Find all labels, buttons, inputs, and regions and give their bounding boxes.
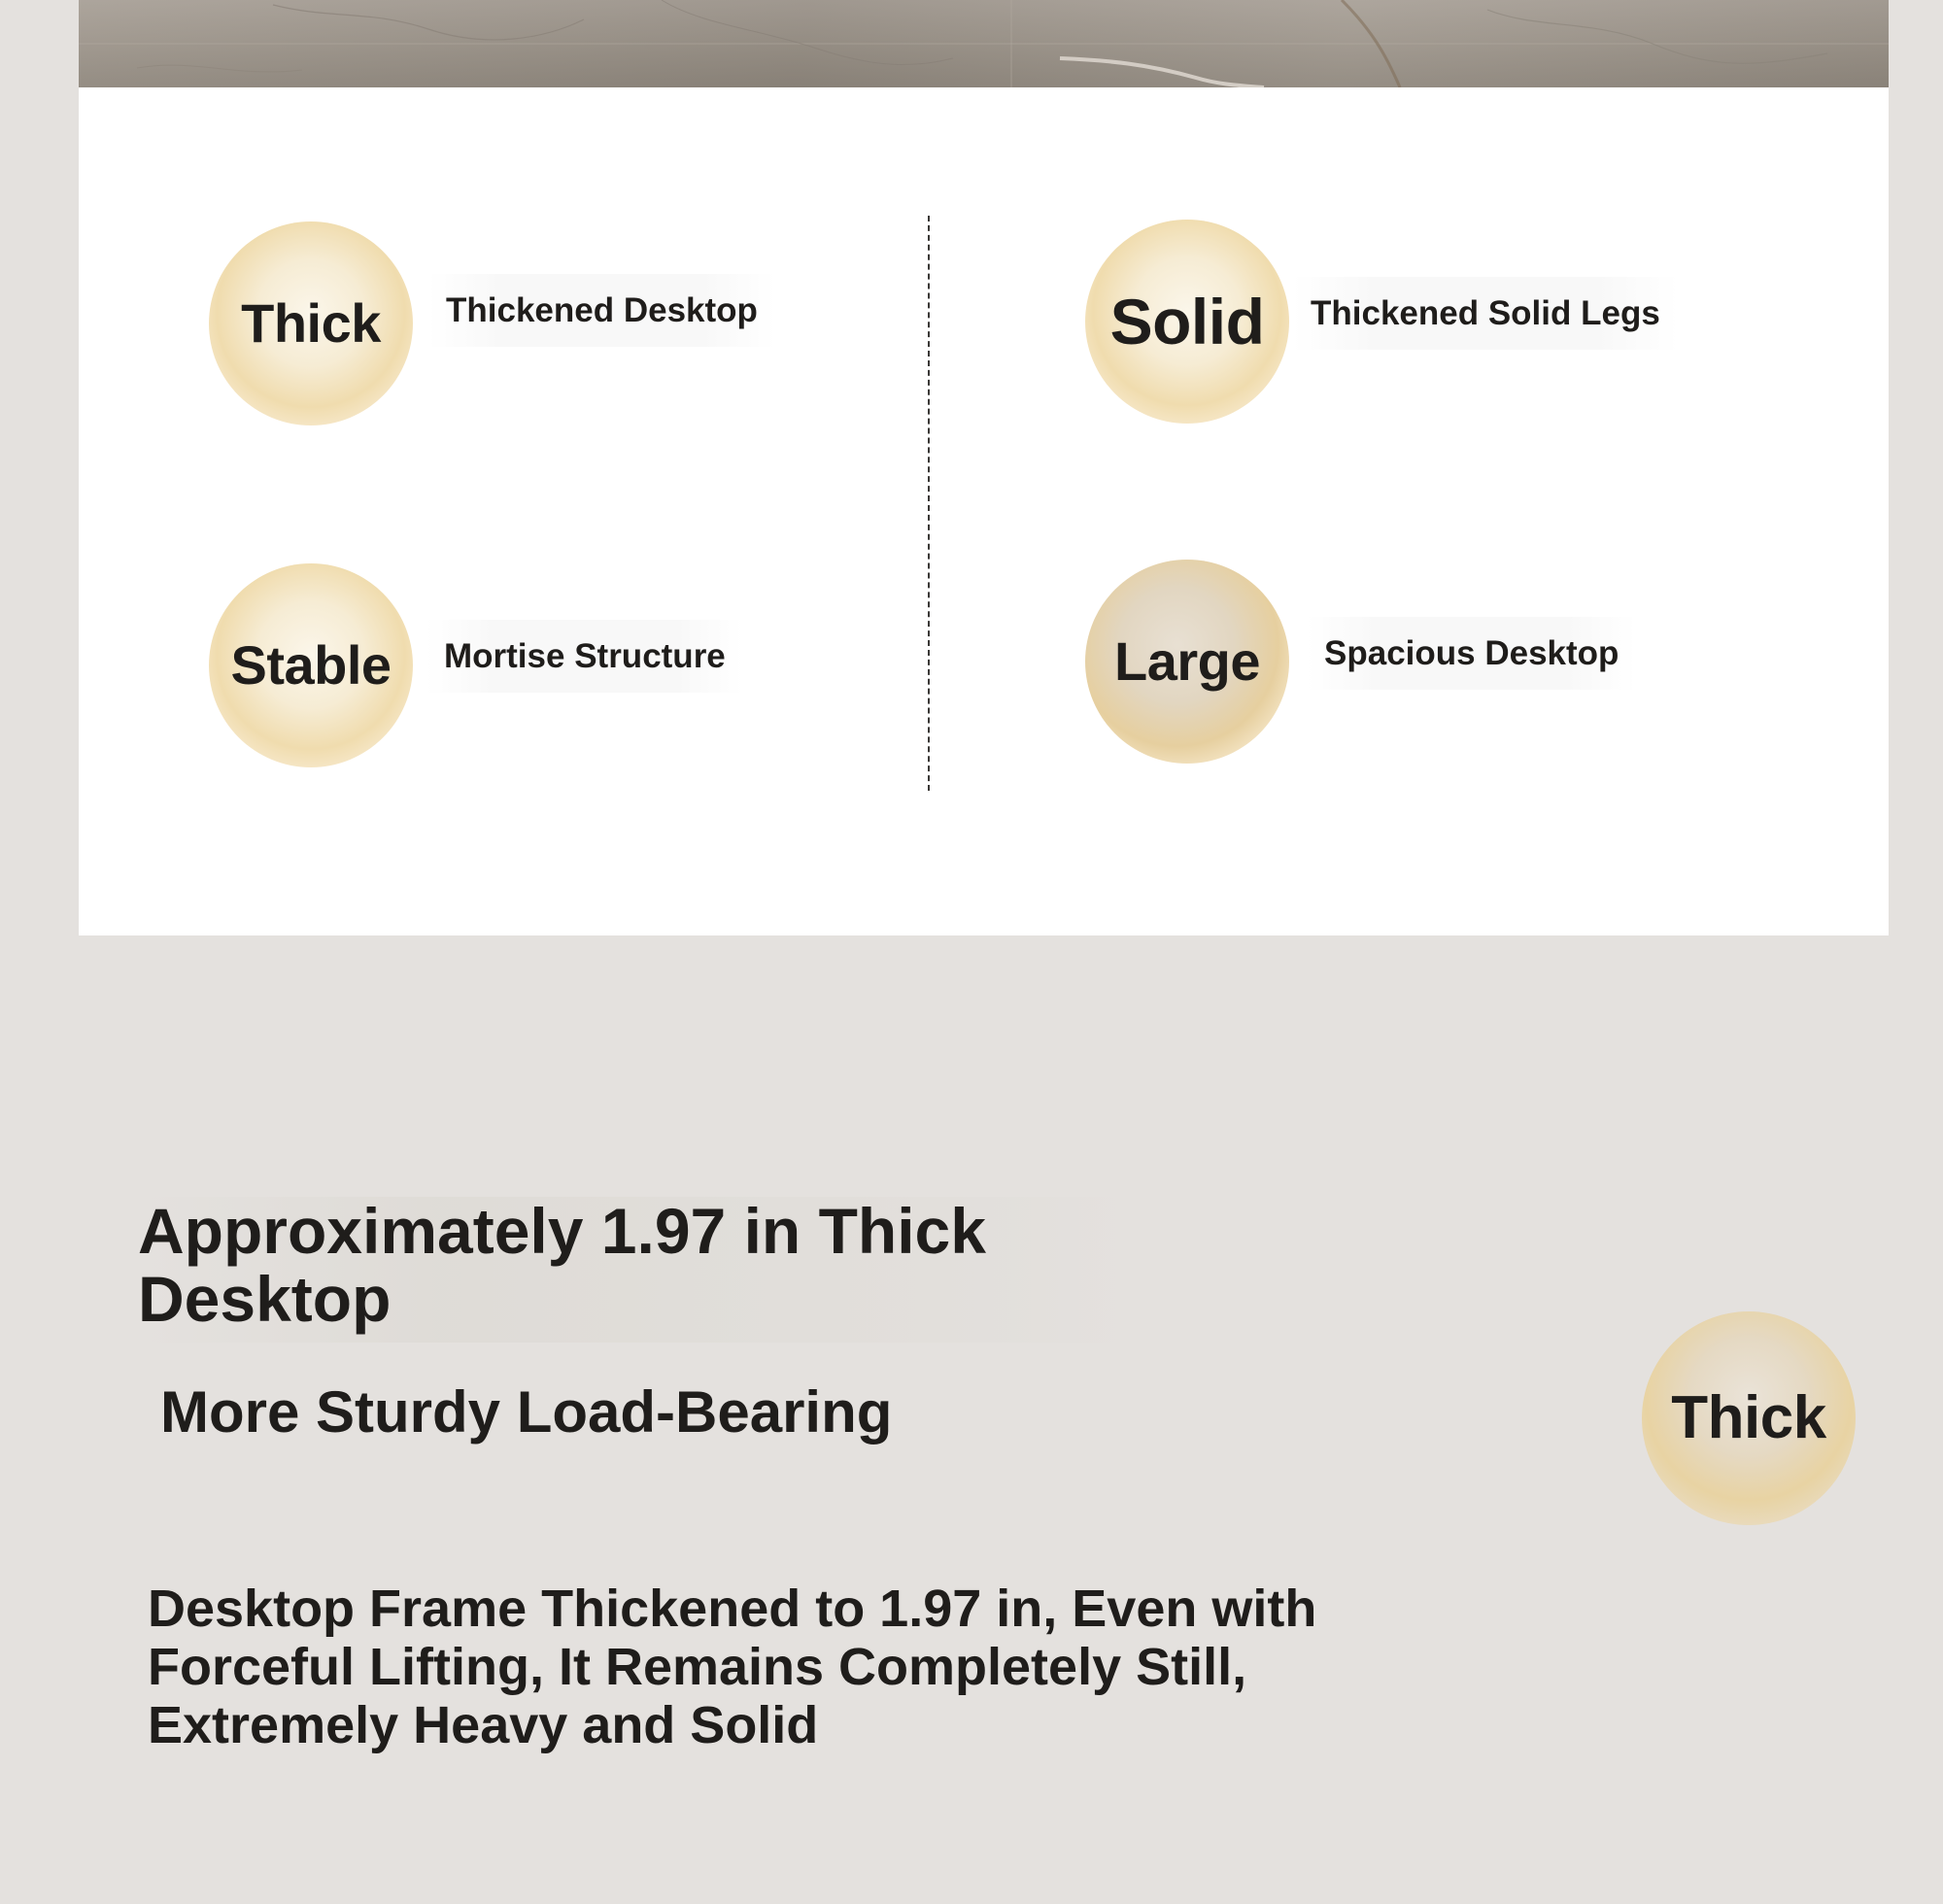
badge-word: Thick <box>1671 1384 1826 1451</box>
detail-subheadline: More Sturdy Load-Bearing <box>160 1379 893 1445</box>
feature-label: Thickened Desktop <box>428 274 775 347</box>
badge-word: Large <box>1114 630 1260 692</box>
feature-label: Mortise Structure <box>426 620 743 693</box>
feature-label: Thickened Solid Legs <box>1293 277 1678 350</box>
marble-desktop-image <box>79 0 1889 87</box>
feature-panel <box>79 87 1889 935</box>
badge-circle <box>1642 1311 1856 1525</box>
badge-word: Stable <box>230 634 392 696</box>
detail-body: Desktop Frame Thickened to 1.97 in, Even with Forceful Lifting, It Remains Completely Still, Extremely Heavy and Solid <box>148 1580 1317 1754</box>
feature-label: Spacious Desktop <box>1307 617 1636 690</box>
dashed-divider <box>928 216 930 791</box>
detail-headline: Approximately 1.97 in Thick Desktop <box>138 1197 1139 1343</box>
marble-veins <box>79 0 1889 87</box>
detail-badge <box>1642 1311 1856 1525</box>
badge-circle <box>209 563 413 767</box>
badge-word: Thick <box>241 292 381 354</box>
badge-circle <box>1085 560 1289 764</box>
badge-word: Solid <box>1109 286 1265 357</box>
badge-circle <box>1085 220 1289 424</box>
badge-circle <box>209 221 413 425</box>
